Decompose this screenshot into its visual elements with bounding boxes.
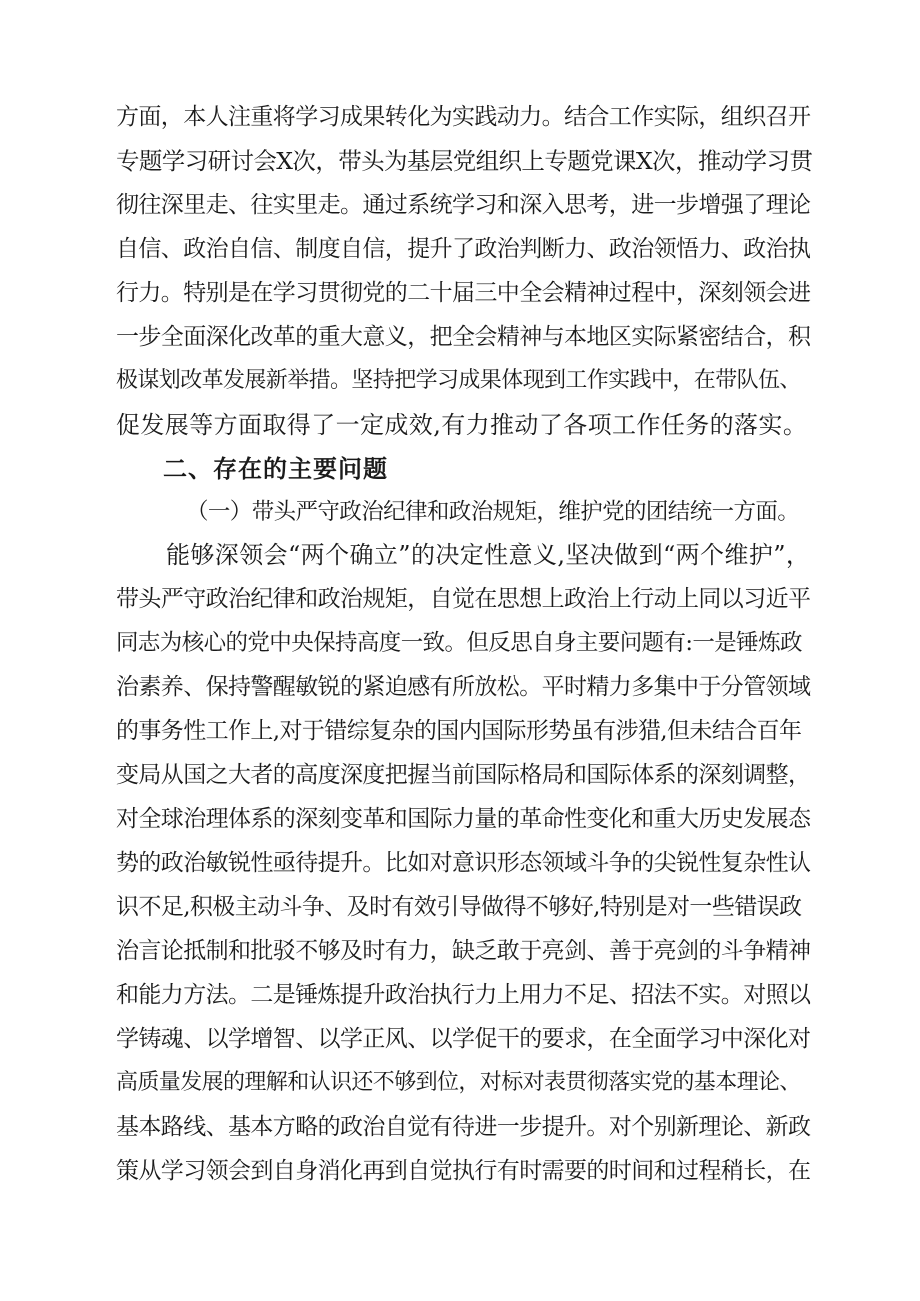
paragraph-line: 变局从国之大者的高度深度把握当前国际格局和国际体系的深刻调整，: [116, 762, 811, 788]
paragraph-line: 彻往深里走、往实里走。通过系统学习和深入思考，进一步增强了理论: [116, 192, 811, 218]
paragraph-line: 高质量发展的理解和认识还不够到位，对标对表贯彻落实党的基本理论、: [116, 1070, 801, 1095]
paragraph-line: 识不足,积极主动斗争、及时有效引导做得不够好,特别是对一些错误政: [116, 894, 802, 920]
paragraph-line: 的事务性工作上,对于错综复杂的国内国际形势虽有涉猎,但未结合百年: [116, 718, 802, 744]
paragraph-line: 自信、政治自信、制度自信，提升了政治判断力、政治领悟力、政治执: [116, 236, 811, 262]
paragraph-line: 策从学习领会到自身消化再到自觉执行有时需要的时间和过程稍长，在: [116, 1158, 811, 1184]
paragraph-line: 方面，本人注重将学习成果转化为实践动力。结合工作实际，组织召开: [116, 104, 811, 130]
section-heading: 二、存在的主要问题: [163, 455, 388, 483]
paragraph-line: 对全球治理体系的深刻变革和国际力量的革命性变化和重大历史发展态: [116, 806, 811, 832]
paragraph-line: 治素养、保持警醒敏锐的紧迫感有所放松。平时精力多集中于分管领域: [116, 674, 811, 700]
paragraph-line: 基本路线、基本方略的政治自觉有待进一步提升。对个别新理论、新政: [116, 1114, 811, 1140]
paragraph-line: 和能力方法。二是锤炼提升政治执行力上用力不足、招法不实。对照以: [116, 982, 811, 1008]
paragraph-line: 行力。特别是在学习贯彻党的二十届三中全会精神过程中，深刻领会进: [116, 280, 811, 306]
paragraph-line: 专题学习研讨会X次，带头为基层党组织上专题党课X次，推动学习贯: [116, 147, 813, 175]
paragraph-line: 能够深领会“两个确立”的决定性意义,坚决做到“两个维护”，: [166, 541, 811, 569]
paragraph-line: 治言论抵制和批驳不够及时有力，缺乏敢于亮剑、善于亮剑的斗争精神: [116, 938, 811, 964]
paragraph-line: 极谋划改革发展新举措。坚持把学习成果体现到工作实践中，在带队伍、: [116, 368, 801, 393]
subsection-heading: （一）带头严守政治纪律和政治规矩，维护党的团结统一方面。: [186, 499, 800, 525]
paragraph-line: 一步全面深化改革的重大意义，把全会精神与本地区实际紧密结合，积: [116, 324, 811, 350]
paragraph-line: 学铸魂、以学增智、以学正风、以学促干的要求，在全面学习中深化对: [116, 1026, 811, 1052]
paragraph-line: 势的政治敏锐性亟待提升。比如对意识形态领域斗争的尖锐性复杂性认: [116, 850, 811, 876]
paragraph-line: 带头严守政治纪律和政治规矩，自觉在思想上政治上行动上同以习近平: [116, 586, 811, 612]
paragraph-line: 同志为核心的党中央保持高度一致。但反思自身主要问题有:一是锤炼政: [116, 630, 802, 656]
paragraph-line: 促发展等方面取得了一定成效,有力推动了各项工作任务的落实。: [116, 411, 808, 439]
